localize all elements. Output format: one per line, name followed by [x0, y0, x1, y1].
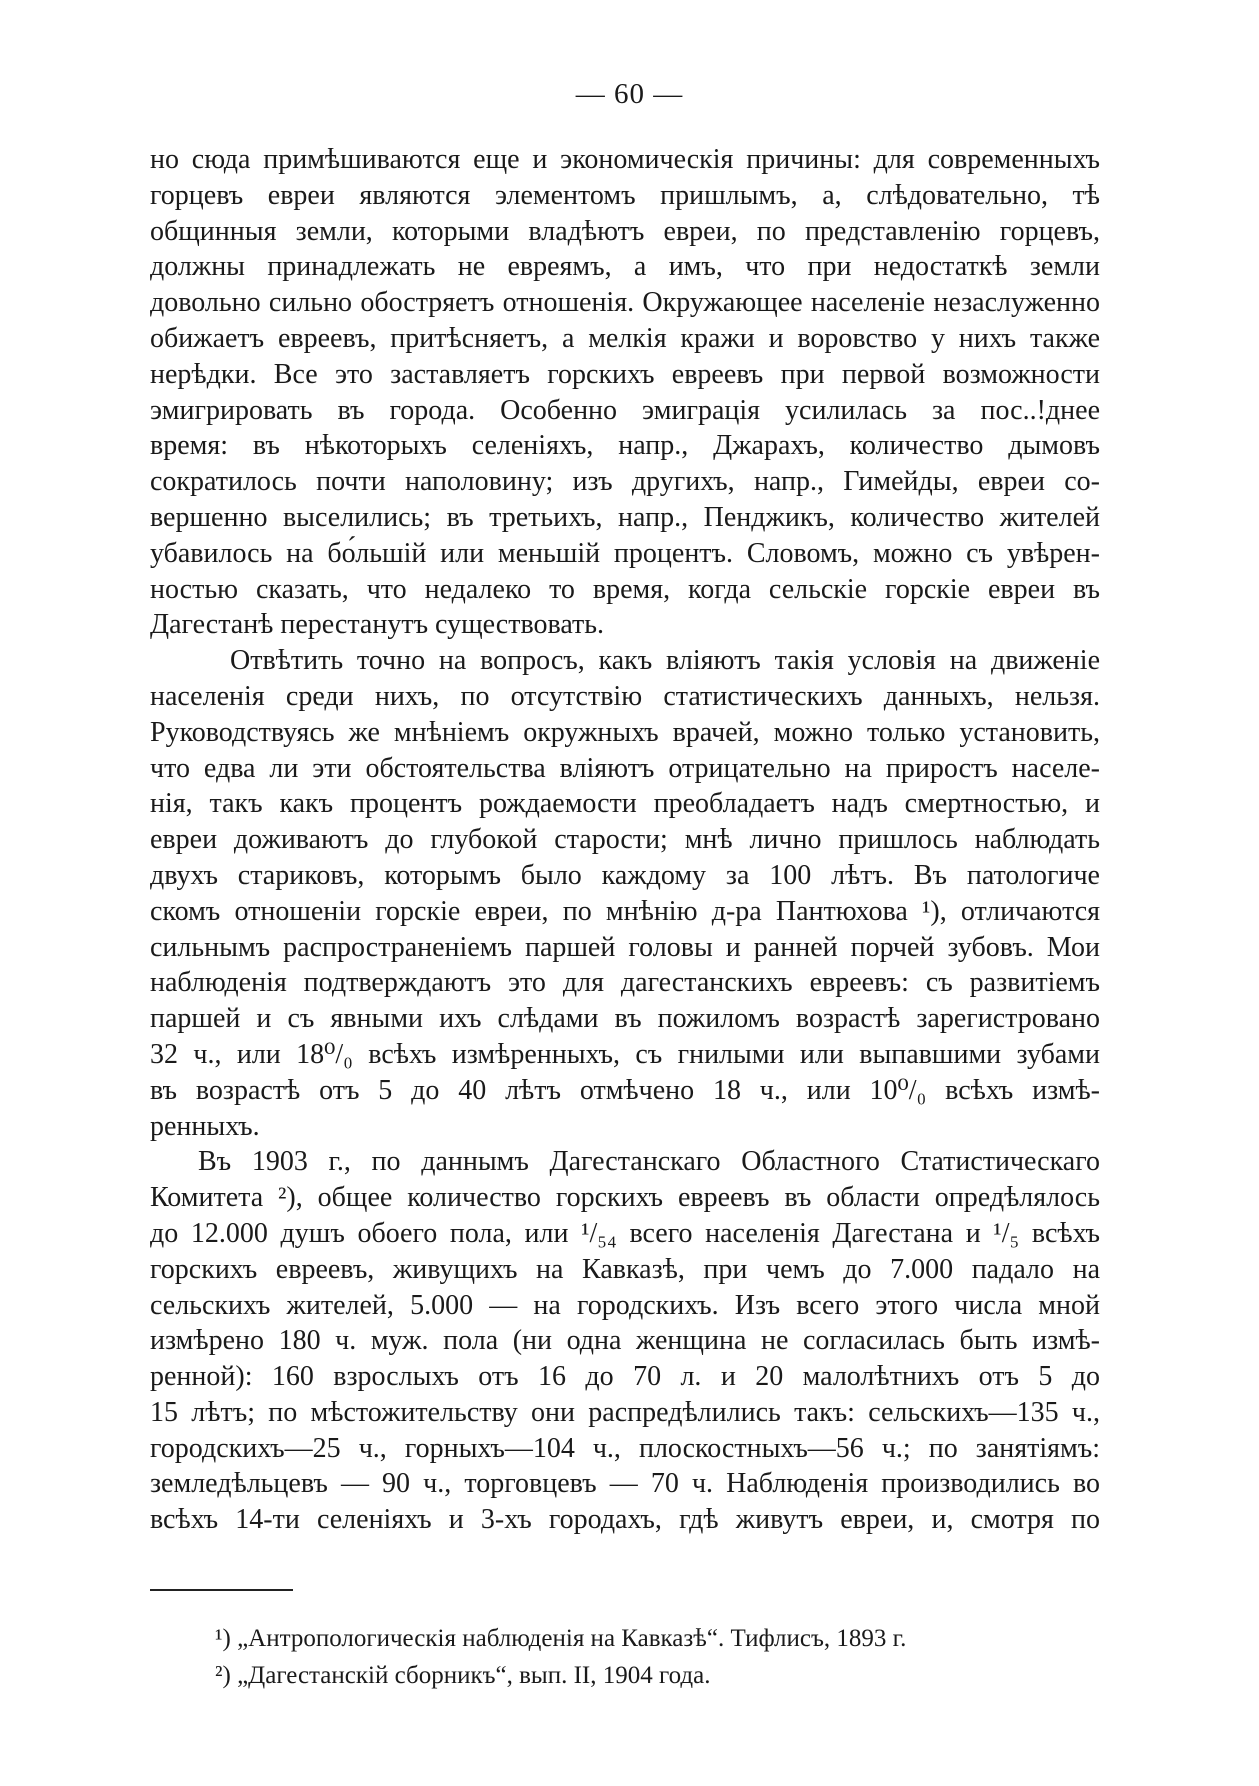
text-line: но сюда примѣшиваются еще и экономическія причины: для современныхъ	[150, 144, 1100, 175]
text-line: горцевъ евреи являются элементомъ пришлымъ, а, слѣдовательно, тѣ	[150, 179, 1100, 211]
text-line: Комитета ²), общее количество горскихъ евреевъ въ области опредѣлялось	[150, 1182, 1100, 1214]
footnote-2: ²) „Дагестанскій сборникъ“, вып. II, 1904 года.	[215, 1662, 711, 1689]
text-line: до 12.000 душъ обоего пола, или ¹/₅₄ всего населенія Дагестана и ¹/₅ всѣхъ	[150, 1217, 1100, 1249]
text-line: земледѣльцевъ — 90 ч., торговцевъ — 70 ч. Наблюденія производились во	[150, 1468, 1100, 1500]
text-line: скомъ отношеніи горскіе евреи, по мнѣнію д-ра Пантюхова ¹), отличаются	[150, 895, 1100, 927]
text-line: ренныхъ.	[150, 1110, 260, 1142]
main-text	[150, 142, 1100, 1538]
text-line: двухъ стариковъ, которымъ было каждому за 100 лѣтъ. Въ патологиче	[150, 859, 1100, 891]
text-line: сельскихъ жителей, 5.000 — на городскихъ. Изъ всего этого числа мной	[150, 1289, 1100, 1321]
footnotes	[215, 1620, 1095, 1694]
text-line: время: въ нѣкоторыхъ селеніяхъ, напр., Джарахъ, количество дымовъ	[150, 430, 1100, 462]
text-line: 15 лѣтъ; по мѣстожительству они распредѣлились такъ: сельскихъ—135 ч.,	[150, 1396, 1100, 1428]
text-line: Руководствуясь же мнѣніемъ окружныхъ врачей, можно только установить,	[150, 716, 1100, 748]
text-line: паршей и съ явными ихъ слѣдами въ пожиломъ возрастѣ зарегистровано	[150, 1003, 1100, 1035]
text-line: довольно сильно обостряетъ отношенія. Окружающее населеніе незаслуженно	[150, 287, 1100, 319]
text-line: 32 ч., или 18⁰/₀ всѣхъ измѣренныхъ, съ гнилыми или выпавшими зубами	[150, 1038, 1100, 1070]
text-line: эмигрировать въ города. Особенно эмиграція усилилась за пос..!днее	[150, 394, 1100, 426]
text-line: сильнымъ распространеніемъ паршей головы и ранней порчей зубовъ. Мои	[150, 931, 1100, 963]
text-line: вершенно выселились; въ третьихъ, напр., Пенджикъ, количество жителей	[150, 501, 1100, 533]
footnote-1: ¹) „Антропологическія наблюденія на Кавказѣ“. Тифлисъ, 1893 г.	[215, 1625, 907, 1652]
paragraph-start-line: Въ 1903 г., по даннымъ Дагестанскаго Областного Статистическаго	[198, 1146, 1100, 1178]
text-line: убавилось на бо́льшій или меньшій процентъ. Словомъ, можно съ увѣрен-	[150, 537, 1100, 569]
text-line: горскихъ евреевъ, живущихъ на Кавказѣ, при чемъ до 7.000 падало на	[150, 1253, 1100, 1285]
text-line: ностью сказать, что недалеко то время, когда сельскіе горскіе евреи въ	[150, 573, 1100, 605]
page-number: — 60 —	[575, 78, 684, 110]
text-line: наблюденія подтверждаютъ это для дагестанскихъ евреевъ: съ развитіемъ	[150, 967, 1100, 999]
text-line: въ возрастѣ отъ 5 до 40 лѣтъ отмѣчено 18 ч., или 10⁰/₀ всѣхъ измѣ-	[150, 1074, 1100, 1106]
paragraph-start-line: Отвѣтить точно на вопросъ, какъ вліяютъ такія условія на движеніе	[230, 645, 1100, 677]
text-line: всѣхъ 14-ти селеніяхъ и 3-хъ городахъ, гдѣ живутъ евреи, и, смотря по	[150, 1504, 1100, 1536]
text-line: нерѣдки. Все это заставляетъ горскихъ евреевъ при первой возможности	[150, 358, 1100, 390]
text-line: должны принадлежать не евреямъ, а имъ, что при недостаткѣ земли	[150, 251, 1100, 283]
text-line: населенія среди нихъ, по отсутствію статистическихъ данныхъ, нельзя.	[150, 680, 1100, 712]
text-line: евреи доживаютъ до глубокой старости; мнѣ лично пришлось наблюдать	[150, 824, 1100, 856]
text-line: нія, такъ какъ процентъ рождаемости преобладаетъ надъ смертностью, и	[150, 788, 1100, 820]
text-line: Дагестанѣ перестанутъ существовать.	[150, 609, 605, 641]
text-line: измѣрено 180 ч. муж. пола (ни одна женщина не согласилась быть измѣ-	[150, 1325, 1100, 1357]
text-line: общинныя земли, которыми владѣютъ евреи, по представленію горцевъ,	[150, 215, 1100, 247]
text-line: сократилось почти наполовину; изъ другихъ, напр., Гимейды, евреи со-	[150, 466, 1100, 498]
text-line: ренной): 160 взрослыхъ отъ 16 до 70 л. и 20 малолѣтнихъ отъ 5 до	[150, 1361, 1100, 1393]
footnote-divider	[150, 1589, 293, 1591]
text-line: городскихъ—25 ч., горныхъ—104 ч., плоскостныхъ—56 ч.; по занятіямъ:	[150, 1432, 1100, 1464]
text-line: что едва ли эти обстоятельства вліяютъ отрицательно на приростъ населе-	[150, 752, 1100, 784]
text-line: обижаетъ евреевъ, притѣсняетъ, а мелкія кражи и воровство у нихъ также	[150, 322, 1100, 354]
